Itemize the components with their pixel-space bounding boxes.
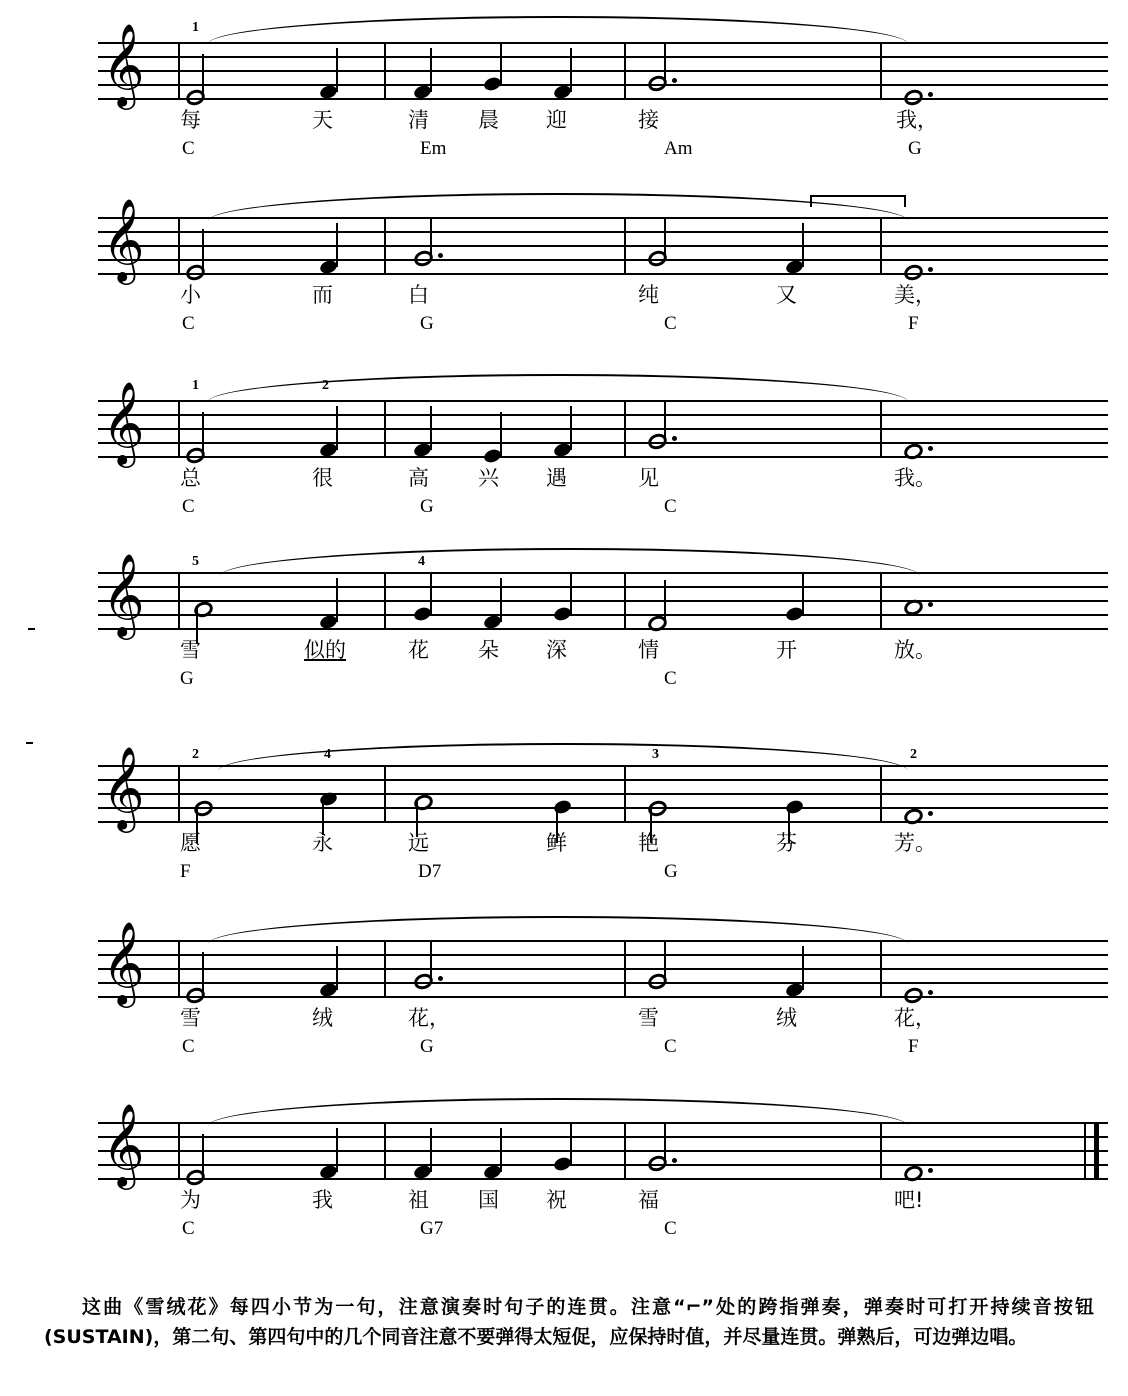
staff-line (98, 1136, 1108, 1138)
lyric: 晨 (478, 108, 499, 132)
stem (336, 406, 338, 450)
chord-symbol: C (664, 1036, 677, 1057)
chord-symbol: G (664, 861, 678, 882)
fingering-number: 5 (192, 554, 199, 569)
chords-row-2 (98, 313, 1120, 343)
lyrics-row-4 (98, 634, 1120, 668)
stem (202, 412, 204, 452)
barline (178, 940, 180, 998)
chord-symbol: G (420, 313, 434, 334)
barline (880, 572, 882, 630)
barline (880, 1122, 882, 1180)
treble-clef-icon: 𝄞 (102, 1102, 145, 1186)
barline (880, 765, 882, 823)
margin-tick-left-2 (26, 742, 33, 744)
augmentation-dot (928, 1168, 933, 1173)
stem (202, 1134, 204, 1174)
staff-4 (98, 552, 1108, 636)
stem (336, 578, 338, 622)
chord-symbol: C (182, 313, 195, 334)
augmentation-dot (672, 1158, 677, 1163)
lyrics-row-7 (98, 1184, 1120, 1218)
staff-1 (98, 20, 1108, 106)
stem (202, 952, 204, 992)
lyric: 愿 (180, 831, 201, 855)
lyric: 天 (312, 108, 333, 132)
stem (802, 946, 804, 990)
staff-line (98, 414, 1108, 416)
stem (202, 229, 204, 269)
treble-clef-icon: 𝄞 (102, 197, 145, 281)
lyric: 高 (408, 466, 429, 490)
lyrics-row-5 (98, 827, 1120, 861)
lyric: 花 (408, 638, 429, 662)
chord-symbol: F (908, 1036, 919, 1057)
slur (208, 16, 908, 44)
lyric: 雪 (638, 1006, 659, 1030)
chords-row-7 (98, 1218, 1120, 1248)
staff-line (98, 793, 1108, 795)
barline (624, 42, 626, 100)
lyric: 又 (776, 283, 797, 307)
barline (384, 572, 386, 630)
treble-clef-icon: 𝄞 (102, 745, 145, 829)
notehead (902, 1163, 925, 1184)
staff-line (98, 1150, 1108, 1152)
lyric: 放。 (894, 638, 936, 662)
system-6 (80, 920, 1120, 1066)
staff-6 (98, 920, 1108, 1004)
slur (208, 916, 908, 944)
barline (624, 217, 626, 275)
lyric: 芬 (776, 831, 797, 855)
chord-symbol: Em (420, 138, 447, 159)
staff-line (98, 442, 1108, 444)
staff-line (98, 968, 1108, 970)
lyric: 兴 (478, 466, 499, 490)
chord-symbol: F (908, 313, 919, 334)
augmentation-dot (928, 811, 933, 816)
system-7 (80, 1102, 1120, 1248)
staff-line (98, 245, 1108, 247)
system-4 (80, 552, 1120, 698)
staff-line (98, 996, 1108, 998)
staff-line (98, 70, 1108, 72)
staff-5 (98, 745, 1108, 829)
lyric: 朵 (478, 638, 499, 662)
staff-line (98, 273, 1108, 275)
barline (384, 42, 386, 100)
barline (624, 400, 626, 458)
chords-row-4 (98, 668, 1120, 698)
stem (336, 48, 338, 92)
stem (664, 400, 666, 438)
chord-symbol: F (180, 861, 191, 882)
stem (500, 1128, 502, 1172)
augmentation-dot (928, 446, 933, 451)
chord-symbol: C (664, 496, 677, 517)
system-3 (80, 378, 1120, 526)
barline (384, 765, 386, 823)
treble-clef-icon: 𝄞 (102, 380, 145, 464)
staff-line (98, 600, 1108, 602)
fingering-number: 1 (192, 378, 199, 393)
stem (430, 1128, 432, 1172)
stem (430, 217, 432, 255)
lyric: 福 (638, 1188, 659, 1212)
slur (208, 374, 908, 402)
staff-line (98, 98, 1108, 100)
chord-symbol: C (182, 496, 195, 517)
fingering-number: 2 (322, 378, 329, 393)
augmentation-dot (928, 267, 933, 272)
lyrics-row-2 (98, 279, 1120, 313)
stem (500, 412, 502, 456)
fingering-number: 2 (910, 747, 917, 762)
chords-row-5 (98, 861, 1120, 891)
lyric: 芳。 (894, 831, 936, 855)
stem (500, 44, 502, 84)
lyric: 国 (478, 1188, 499, 1212)
barline (880, 400, 882, 458)
barline (178, 217, 180, 275)
barline (624, 765, 626, 823)
lyric: 每 (180, 108, 201, 132)
augmentation-dot (438, 253, 443, 258)
staff-line (98, 954, 1108, 956)
notehead (902, 806, 925, 827)
staff-2 (98, 197, 1108, 281)
staff-line (98, 1164, 1108, 1166)
stem (336, 1128, 338, 1172)
staff-3 (98, 378, 1108, 464)
fingering-number: 3 (652, 747, 659, 762)
stem (802, 572, 804, 614)
lyric: 迎 (546, 108, 567, 132)
staff-line (98, 628, 1108, 630)
barline (384, 940, 386, 998)
lyric: 绒 (776, 1006, 797, 1030)
barline (384, 217, 386, 275)
stem (664, 1122, 666, 1160)
staff-line (98, 56, 1108, 58)
fingering-number: 2 (192, 747, 199, 762)
stem (570, 1122, 572, 1164)
barline (178, 42, 180, 100)
stem (664, 42, 666, 80)
chords-row-1 (98, 138, 1120, 168)
lyric: 鲜 (546, 831, 567, 855)
stem (664, 217, 666, 255)
lyric: 吧! (894, 1188, 924, 1212)
stem (430, 406, 432, 450)
slur (208, 1098, 908, 1126)
treble-clef-icon: 𝄞 (102, 22, 145, 106)
lyric: 远 (408, 831, 429, 855)
staff-line (98, 259, 1108, 261)
chords-row-6 (98, 1036, 1120, 1066)
cross-finger-bracket (810, 195, 906, 207)
barline (880, 217, 882, 275)
stem (664, 940, 666, 978)
chord-symbol: G (420, 496, 434, 517)
fingering-number: 4 (324, 747, 331, 762)
lyric: 深 (546, 638, 567, 662)
augmentation-dot (438, 976, 443, 981)
slur (218, 743, 908, 771)
stem (336, 223, 338, 267)
lyric: 祖 (408, 1188, 429, 1212)
lyric: 雪 (180, 638, 201, 662)
stem (202, 54, 204, 94)
barline (384, 400, 386, 458)
slur (208, 193, 908, 221)
lyric: 我 (312, 1188, 333, 1212)
lyric: 很 (312, 466, 333, 490)
lyric: 似的 (304, 638, 346, 662)
chord-symbol: C (182, 138, 195, 159)
stem (336, 946, 338, 990)
chord-symbol: C (664, 1218, 677, 1239)
barline (624, 572, 626, 630)
system-1 (80, 20, 1120, 168)
lyric: 接 (638, 108, 659, 132)
barline (178, 572, 180, 630)
chord-symbol: G (180, 668, 194, 689)
lyric: 祝 (546, 1188, 567, 1212)
chord-symbol: C (664, 313, 677, 334)
stem (430, 572, 432, 614)
lyric: 我， (896, 108, 938, 132)
barline (178, 1122, 180, 1180)
lyric: 清 (408, 108, 429, 132)
chords-row-3 (98, 496, 1120, 526)
chord-symbol: G (420, 1036, 434, 1057)
performance-note (44, 1292, 1094, 1352)
staff-line (98, 231, 1108, 233)
lyrics-row-6 (98, 1002, 1120, 1036)
lyric: 艳 (638, 831, 659, 855)
staff-line (98, 586, 1108, 588)
lyric: 绒 (312, 1006, 333, 1030)
lyric: 纯 (638, 283, 659, 307)
lyric: 花， (894, 1006, 936, 1030)
margin-tick-left-1 (28, 628, 35, 630)
stem (570, 572, 572, 614)
augmentation-dot (672, 78, 677, 83)
notehead (902, 441, 925, 462)
staff-line (98, 807, 1108, 809)
chord-symbol: G7 (420, 1218, 444, 1239)
lyrics-row-3 (98, 462, 1120, 496)
lyric: 我。 (894, 466, 936, 490)
lyric: 情 (638, 638, 659, 662)
system-2 (80, 197, 1120, 343)
barline (624, 940, 626, 998)
staff-line (98, 456, 1108, 458)
stem (430, 940, 432, 978)
staff-line (98, 982, 1108, 984)
barline (178, 400, 180, 458)
stem (664, 580, 666, 622)
augmentation-dot (672, 436, 677, 441)
augmentation-dot (928, 602, 933, 607)
barline (178, 765, 180, 823)
lyric: 而 (312, 283, 333, 307)
barline (624, 1122, 626, 1180)
performance-note-text: 这曲《雪绒花》每四小节为一句，注意演奏时句子的连贯。注意“⌐”处的跨指弹奏，弹奏时可打开持续音按钮(SUSTAIN)，第二句、第四句中的几个同音注意不要弹得太短促，应保持时值，并尽量连贯。弹熟后，可边弹边唱。 (44, 1296, 1094, 1348)
lyric: 开 (776, 638, 797, 662)
staff-line (98, 614, 1108, 616)
lyric: 为 (180, 1188, 201, 1212)
lyric: 遇 (546, 466, 567, 490)
lyric: 总 (180, 466, 201, 490)
lyric: 小 (180, 283, 201, 307)
lyric: 雪 (180, 1006, 201, 1030)
chord-symbol: G (908, 138, 922, 159)
lyric: 永 (312, 831, 333, 855)
barline (384, 1122, 386, 1180)
stem (570, 48, 572, 92)
chord-symbol: Am (664, 138, 693, 159)
staff-7 (98, 1102, 1108, 1186)
staff-line (98, 84, 1108, 86)
stem (802, 223, 804, 267)
chord-symbol: C (182, 1218, 195, 1239)
barline (880, 42, 882, 100)
barline (880, 940, 882, 998)
lyric: 见 (638, 466, 659, 490)
lyrics-row-1 (98, 104, 1120, 138)
chord-symbol: C (664, 668, 677, 689)
chord-symbol: C (182, 1036, 195, 1057)
treble-clef-icon: 𝄞 (102, 920, 145, 1004)
final-barline-thin (1084, 1122, 1086, 1180)
lyric: 白 (408, 283, 429, 307)
final-barline-thick (1094, 1122, 1099, 1180)
chord-symbol: D7 (418, 861, 442, 882)
treble-clef-icon: 𝄞 (102, 552, 145, 636)
fingering-number: 4 (418, 554, 425, 569)
stem (570, 406, 572, 450)
staff-line (98, 779, 1108, 781)
augmentation-dot (928, 92, 933, 97)
staff-line (98, 1178, 1108, 1180)
stem (430, 48, 432, 92)
lyric: 美， (894, 283, 936, 307)
lyric: 花， (408, 1006, 450, 1030)
staff-line (98, 821, 1108, 823)
fingering-number: 1 (192, 20, 199, 35)
system-5 (80, 745, 1120, 891)
stem (500, 578, 502, 622)
augmentation-dot (928, 990, 933, 995)
staff-line (98, 428, 1108, 430)
